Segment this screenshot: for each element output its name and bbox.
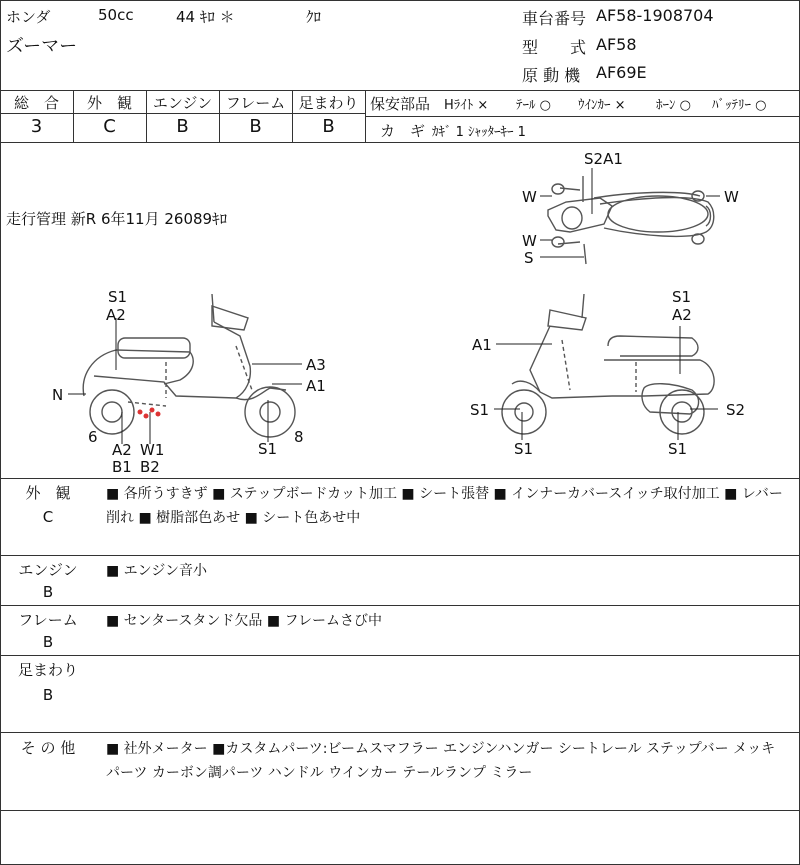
section-grade: B [42, 686, 54, 704]
label-n: N [52, 386, 64, 404]
section-label: そ の 他 [20, 739, 76, 757]
frame-grade: B [249, 116, 262, 137]
label-s1: S1 [668, 440, 688, 458]
engine-label: 原 動 機 [522, 66, 581, 85]
taillight-status: ﾃｰﾙ ○ [516, 98, 551, 113]
label-s1: S1 [470, 401, 490, 419]
engine-model: AF69E [596, 63, 647, 82]
frame-no-label: 車台番号 [522, 9, 587, 28]
divider [0, 810, 800, 811]
section-grade: C [42, 508, 54, 526]
key-label: カ ギ [380, 122, 426, 140]
engine-grade-label: エンジン [152, 94, 213, 112]
section-text: ■ センタースタンド欠品 ■ フレームさび中 [106, 613, 382, 629]
label-a1: A1 [306, 377, 326, 395]
overall-label: 総 合 [13, 94, 59, 112]
scooter-top-view [540, 168, 720, 264]
label-s2a1: S2A1 [584, 150, 623, 168]
damage-mark [150, 408, 155, 413]
section-text: ■ 社外メーター ■カスタムパーツ:ビームスマフラー エンジンハンガー シートレール ステップバー メッキパーツ カーボン調パーツ ハンドル ウインカー テールランプ ミラー [106, 741, 776, 781]
exterior-grade: C [103, 116, 116, 137]
divider [0, 90, 800, 91]
section-label: エンジン [18, 561, 78, 579]
battery-status: ﾊﾞｯﾃﾘｰ ○ [712, 98, 767, 113]
section-label: 外 観 [25, 484, 71, 502]
damage-mark [156, 412, 161, 417]
section-label: フレーム [18, 611, 78, 629]
label-6: 6 [88, 428, 98, 446]
suspension-grade: B [322, 116, 335, 137]
frame-grade-label: フレーム [225, 94, 286, 112]
divider [0, 655, 800, 656]
section-text: ■ エンジン音小 [106, 563, 207, 579]
type: AF58 [596, 35, 637, 54]
label-w: W [522, 188, 537, 206]
label-w1: W1 [140, 441, 165, 459]
overall-grade: 3 [30, 116, 43, 137]
label-s1: S1 [672, 288, 692, 306]
divider [0, 113, 366, 114]
winker-status: ｳｲﾝｶｰ × [578, 98, 626, 113]
divider [0, 732, 800, 733]
horn-status: ﾎｰﾝ ○ [656, 98, 691, 113]
color: ｸﾛ [306, 8, 322, 26]
damage-diagram [0, 142, 800, 478]
label-b1: B1 [112, 458, 132, 476]
damage-mark [144, 414, 149, 419]
label-s1: S1 [258, 440, 278, 458]
displacement: 50cc [98, 6, 134, 24]
headlight-status: Hﾗｲﾄ × [444, 98, 489, 113]
section-text: ■ 各所うすきず ■ ステップボードカット加工 ■ シート張替 ■ インナーカバースイッチ取付加工 ■ レバー削れ ■ 樹脂部色あせ ■ シート色あせ中 [106, 486, 783, 526]
mileage: 走行管理 新R 6年11月 26089ｷﾛ [6, 210, 228, 228]
maker: ホンダ [6, 8, 51, 26]
label-s1: S1 [514, 440, 534, 458]
engine-grade: B [176, 116, 189, 137]
label-a2: A2 [106, 306, 126, 324]
label-a3: A3 [306, 356, 326, 374]
label-a2: A2 [112, 441, 132, 459]
label-8: 8 [294, 428, 304, 446]
suspension-grade-label: 足まわり [298, 94, 359, 112]
divider [0, 605, 800, 606]
label-a1: A1 [472, 336, 492, 354]
label-s2: S2 [726, 401, 746, 419]
damage-mark [138, 410, 143, 415]
label-w: W [724, 188, 739, 206]
label-s: S [524, 249, 534, 267]
label-w: W [522, 232, 537, 250]
label-b2: B2 [140, 458, 160, 476]
score: 44 ｷﾛ ＊ [176, 8, 235, 26]
divider [366, 116, 800, 117]
parts-label: 保安部品 [370, 95, 431, 113]
model-name: ズーマー [6, 36, 78, 57]
section-grade: B [42, 583, 54, 601]
exterior-label: 外 観 [86, 94, 132, 112]
key-text: ｶｷﾞ 1 ｼｬｯﾀｰｷｰ 1 [432, 125, 526, 140]
divider [0, 478, 800, 479]
frame-no: AF58-1908704 [596, 6, 714, 25]
label-a2: A2 [672, 306, 692, 324]
section-label: 足まわり [17, 661, 78, 679]
section-grade: B [42, 633, 54, 651]
label-s1: S1 [108, 288, 128, 306]
divider [0, 555, 800, 556]
type-label: 型 式 [522, 38, 587, 57]
